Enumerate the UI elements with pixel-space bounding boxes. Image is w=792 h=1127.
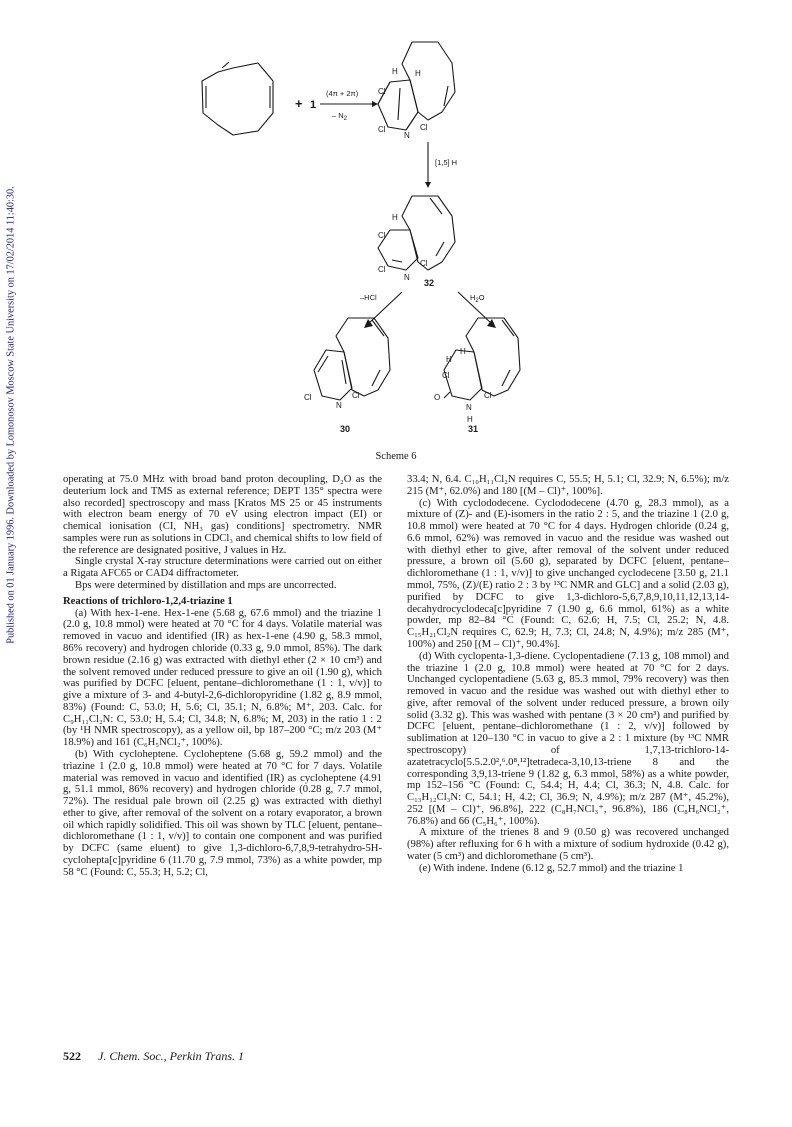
page-footer: [63, 1049, 244, 1064]
paragraph: Single crystal X-ray structure determinations were carried out on either a Rigata AFC65 or CAD4 diffractometer.: [63, 556, 382, 580]
atom-cl: Cl: [378, 265, 386, 274]
paragraph: (a) With hex-1-ene. Hex-1-ene (5.68 g, 67.6 mmol) and the triazine 1 (2.0 g, 10.8 mmol) were heated at 70 °C for 4 days. Volatile material was removed in vacuo and identified (IR) as hex-1-ene (4.90 g, 58.3 mmol, 86% recovery) and hydrogen chloride (0.33 g, 9.0 mmol, 85%). The dark brown residue (2.16 g) was extracted with diethyl ether (2 × 10 cm³) and the solvent removed under reduced pressure to give an oil (1.90 g), which was purified by DCFC [eluent, pentane–dichloromethane (1 : 1, v/v)] to give a mixture of 3- and 4-butyl-2,6-dichloropyridine (1.82 g, 8.9 mmol, 83%) (Found: C, 53.0; H, 5.6; Cl, 35.1; N, 6.8%; M⁺, 203. Calc. for C₉H₁₁Cl₂N: C, 53.0; H, 5.4; Cl, 34.8; N, 6.8%; M, 203) in the ratio 1 : 2 (by ¹H NMR spectroscopy), as a yellow oil, bp 187–200 °C; m/z 203 (M⁺ 18.9%) and 161 (C₆H₅NCl₂⁺, 100%).: [63, 607, 382, 749]
arrow-top-label: (4π + 2π): [326, 89, 359, 98]
atom-h: H: [392, 67, 398, 76]
paragraph: operating at 75.0 MHz with broad band proton decoupling, D₂O as the deuterium lock and TMS as external reference; DEPT 135° spectra were also recorded] spectroscopy and mass [Kratos MS 25 or 45 instruments with electron beam energy of 70 eV using electron impact (EI) or chemical ionisation (CI, NH₃ gas) conditions] spectrometry. NMR samples were run as solutions in CDCl₃ and chemical shifts to low field of the reference are designated positive, J values in Hz.: [63, 474, 382, 556]
paragraph: A mixture of the trienes 8 and 9 (0.50 g) was recovered unchanged (98%) after refluxing for 6 h with a mixture of sodium hydroxide (0.42 g), water (5 cm³) and dichloromethane (5 cm³).: [407, 827, 729, 862]
paragraph: 33.4; N, 6.4. C₁₀H₁₁Cl₂N requires C, 55.5; H, 5.1; Cl, 32.9; N, 6.5%); m/z 215 (M⁺, 62.0%) and 180 [(M – Cl)⁺, 100%].: [407, 474, 729, 497]
paragraph: (d) With cyclopenta-1,3-diene. Cyclopentadiene (7.13 g, 108 mmol) and the triazine 1 (2.0 g, 10.8 mmol) were heated at 70 °C for 2 days. Unchanged cyclopentadiene (5.63 g, 85.3 mmol, 79% recovery) was then removed in vacuo and the residue was washed out with diethyl ether to give, after removal of the solvent under reduced pressure, a brown oily solid (3.32 g). This was washed with pentane (3 × 20 cm³) and purified by DCFC [eluent, pentane–dichloromethane (1 : 2, v/v)] followed by sublimation at 120–130 °C in vacuo to give a 2 : 1 mixture (by ¹³C NMR spectroscopy) of 1,7,13-trichloro-14-azatetracyclo[5.5.2.0²,⁶.0⁸,¹²]tetradeca-3,10,13-triene 8 and the corresponding 3,9,13-triene 9 (1.82 g, 6.3 mmol, 58%) as a white powder, mp 152–156 °C (Found: C, 54.4; H, 4.4; Cl, 36.3; N, 4.8. Calc. for C₁₃H₁₂Cl₃N: C, 54.1; H, 4.2; Cl, 36.9; N, 4.9%); m/z 287 (M⁺, 45.2%), 252 [(M – Cl)⁺, 96.8%], 222 (C₈H₇NCl₃⁺, 96.8%), 186 (C₈H₆NCl₂⁺, 76.8%) and 66 (C₅H₆⁺, 100%).: [407, 650, 729, 827]
compound-32-label: 32: [424, 278, 435, 288]
atom-cl: Cl: [420, 259, 428, 268]
compound-30-pyridine: [314, 350, 352, 400]
download-watermark: [3, 180, 19, 650]
compound-31-ring: [466, 318, 520, 396]
atom-cl: Cl: [484, 391, 492, 400]
atom-cl: Cl: [442, 371, 450, 380]
scheme-caption: Scheme 6: [375, 451, 417, 462]
paragraph: (e) With indene. Indene (6.12 g, 52.7 mmol) and the triazine 1: [419, 862, 684, 874]
atom-cl: Cl: [352, 391, 360, 400]
atom-h: H: [415, 69, 421, 78]
atom-cl: Cl: [378, 125, 386, 134]
compound-32-ring: [402, 196, 455, 270]
cyclododecatriene-ring: [202, 63, 273, 135]
atom-h: H: [460, 347, 466, 356]
compound-31-label: 31: [468, 424, 479, 434]
atom-h: H: [446, 355, 452, 364]
atom-cl: Cl: [304, 393, 312, 402]
atom-h: H: [392, 213, 398, 222]
atom-h: H: [467, 415, 473, 424]
elim-label: –HCl: [360, 293, 377, 302]
atom-n: N: [404, 273, 410, 282]
compound-30-ring: [336, 318, 390, 396]
section-heading: Reactions of trichloro-1,2,4-triazine 1: [63, 595, 233, 607]
right-column: [407, 474, 729, 875]
reaction-scheme: [180, 30, 600, 450]
paragraph: Bps were determined by distillation and mps are uncorrected.: [75, 580, 337, 592]
scheme-drawing: [180, 30, 600, 450]
atom-o: O: [434, 393, 441, 402]
paragraph: (b) With cycloheptene. Cycloheptene (5.68 g, 59.2 mmol) and the triazine 1 (2.0 g, 10.8 mmol) were heated at 70 °C for 7 days. Volatile material was removed in vacuo and identified (IR) as cycloheptene (4.91 g, 51.1 mmol, 86% recovery) and hydrogen chloride (0.28 g, 7.7 mmol, 72%). The residual pale brown oil (2.25 g) was extracted with diethyl ether to give, after removal of the solvent on a rotary evaporator, a brown oil which rapidly solidified. This oil was shown by TLC [eluent, pentane–dichloromethane (1 : 1, v/v)] to contain one component and was purified by DCFC (same eluent) to give 1,3-dichloro-6,7,8,9-tetrahydro-5H-cyclohepta[c]pyridine 6 (11.70 g, 7.9 mmol, 73%) as a white powder, mp 58 °C (Found: C, 55.3; H, 5.2; Cl,: [63, 748, 382, 878]
journal-name: J. Chem. Soc., Perkin Trans. 1: [98, 1049, 244, 1063]
left-column: [63, 474, 382, 879]
compound-30-label: 30: [340, 424, 351, 434]
atom-cl: Cl: [378, 231, 386, 240]
shift-label: [1,5] H: [435, 158, 458, 167]
water-label: $H_2O$: [470, 293, 485, 304]
paragraph: (c) With cyclododecene. Cyclododecene (4.70 g, 28.3 mmol), as a mixture of (Z)- and (E)-isomers in the ratio 2 : 5, and the triazine 1 (2.0 g, 10.8 mmol) were heated at 70 °C for 4 days. Hydrogen chloride (0.24 g, 6.6 mmol, 62%) was removed in vacuo and the residue was washed out with diethyl ether to give, after removal of the solvent under reduced pressure, a brown oil (5.60 g), separated by DCFC [eluent, pentane–dichloromethane (1 : 1, v/v)] to give unchanged cyclodecene [3.50 g, 21.1 mmol, 75%, (Z)/(E) ratio 2 : 3 by ¹³C NMR and GLC] and a solid (2.03 g), purified by DCFC to give 1,3-dichloro-5,6,7,8,9,10,11,12,13,14-decahydrocyclodeca[c]pyridine 7 (1.90 g, 6.6 mmol, 61%) as a white powder, mp 82–84 °C (Found: C, 62.6; H, 7.5; Cl, 25.2; N, 4.8. C₁₅H₂₁Cl₂N requires C, 62.9; H, 7.3; Cl, 24.8; N, 4.9%); m/z 285 (M⁺, 100%) and 250 [(M – Cl)⁺, 90.4%].: [407, 497, 729, 650]
atom-n: N: [466, 403, 472, 412]
page-number: 522: [63, 1049, 81, 1063]
atom-cl: Cl: [420, 123, 428, 132]
atom-n: N: [404, 131, 410, 140]
arrow-bottom-label: – $N_2$: [332, 111, 348, 122]
download-note: Published on 01 January 1996. Downloaded by Lomonosov Moscow State University on 17/02/2014 11:40:30.: [5, 186, 17, 644]
atom-n: N: [336, 401, 342, 410]
scheme-plus: +: [295, 96, 303, 111]
reagent-label: 1: [310, 99, 317, 111]
atom-cl: Cl: [378, 87, 386, 96]
